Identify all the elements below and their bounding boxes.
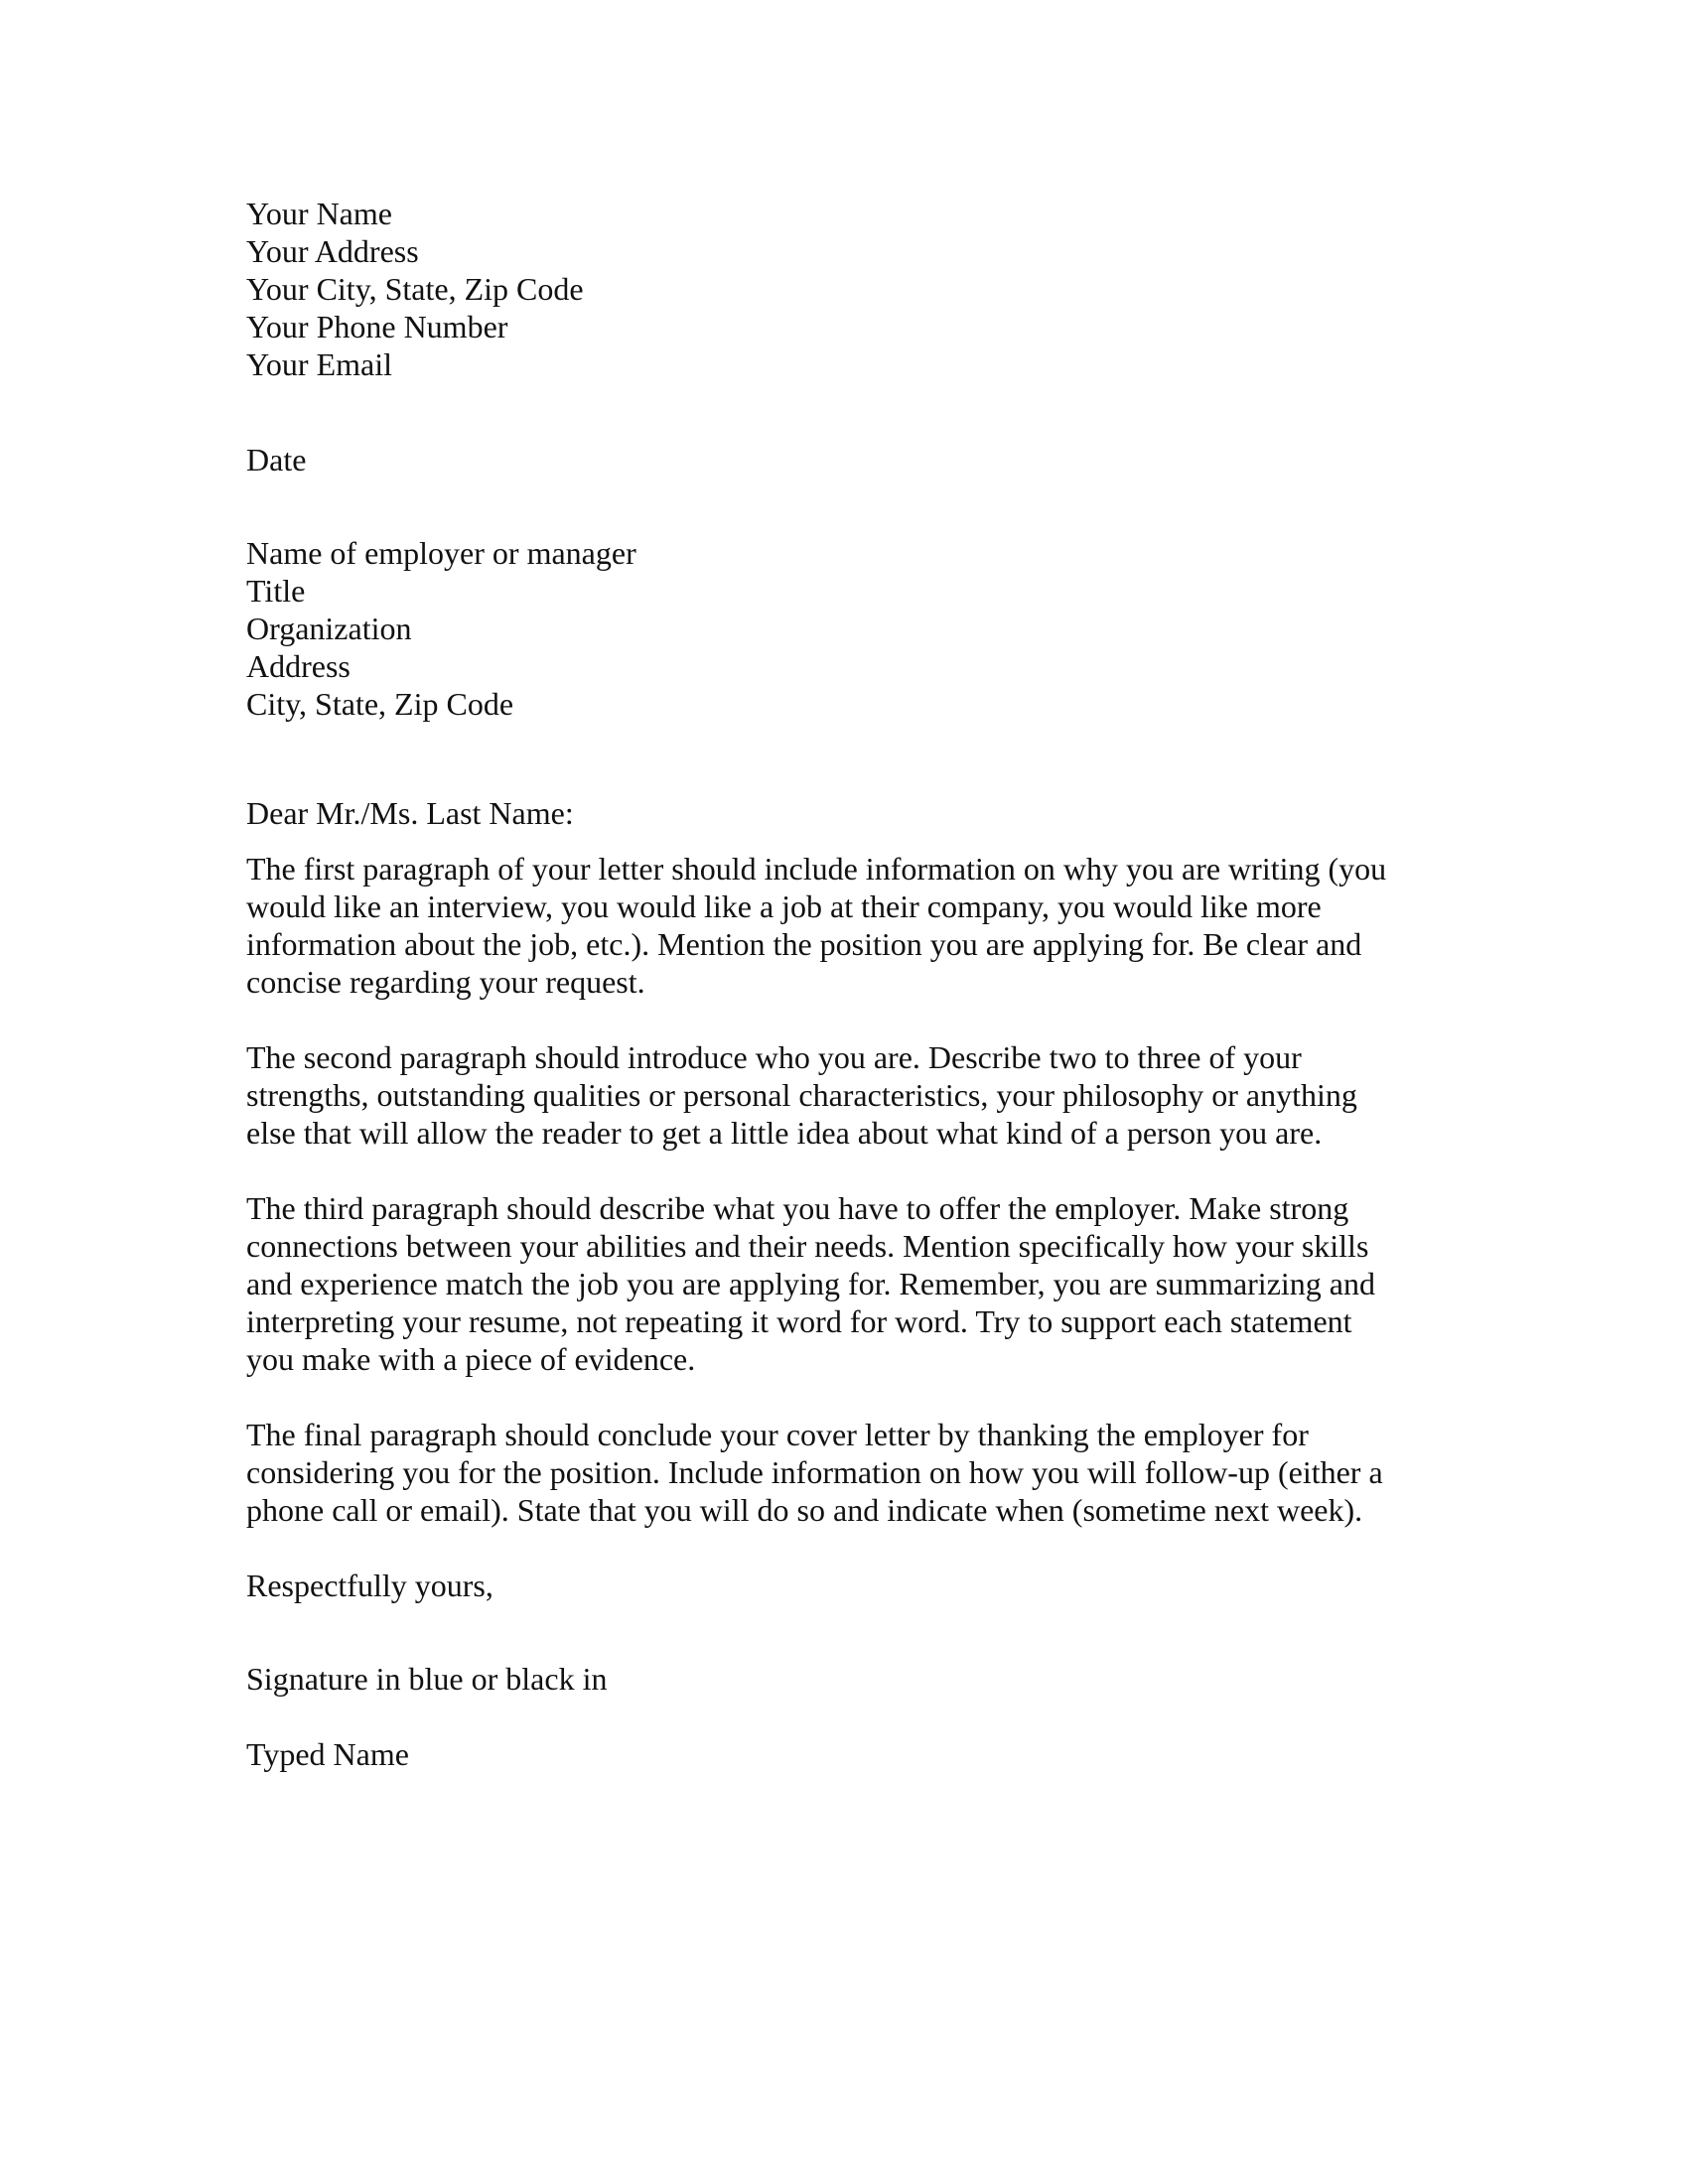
sender-city-state-zip: Your City, State, Zip Code [246,271,584,307]
paragraph-line: strengths, outstanding qualities or personal characteristics, your philosophy or anything [246,1077,1357,1113]
signature-line: Signature in blue or black in [246,1661,608,1697]
paragraph-line: information about the job, etc.). Mention the position you are applying for. Be clear and [246,926,1362,962]
paragraph-line: phone call or email). State that you will do so and indicate when (sometime next week). [246,1492,1363,1528]
sender-phone: Your Phone Number [246,309,508,344]
cover-letter [246,195,1458,1773]
signature-block [246,1660,1458,1698]
paragraph-line: The second paragraph should introduce who you are. Describe two to three of your [246,1039,1302,1075]
recipient-address: Address [246,648,351,684]
paragraph-line: you make with a piece of evidence. [246,1341,696,1377]
paragraph-line: considering you for the position. Include information on how you will follow-up (either a [246,1454,1383,1490]
closing-text: Respectfully yours, [246,1568,493,1603]
paragraph-line: else that will allow the reader to get a little idea about what kind of a person you are. [246,1115,1323,1151]
paragraph-line: The first paragraph of your letter should include information on why you are writing (you [246,851,1387,887]
paragraph-line: The final paragraph should conclude your cover letter by thanking the employer for [246,1417,1309,1452]
sender-name: Your Name [246,196,392,231]
recipient-title: Title [246,573,306,609]
letter-date: Date [246,442,307,478]
paragraph-third [246,1189,1458,1378]
paragraph-line: would like an interview, you would like a job at their company, you would like more [246,888,1322,924]
recipient-organization: Organization [246,611,412,646]
salutation [246,794,1458,832]
paragraph-line: and experience match the job you are applying for. Remember, you are summarizing and [246,1266,1375,1301]
paragraph-second [246,1038,1458,1152]
paragraph-final [246,1416,1458,1529]
closing-block [246,1567,1458,1604]
sender-email: Your Email [246,346,392,382]
typed-name: Typed Name [246,1736,409,1772]
recipient-name: Name of employer or manager [246,535,636,571]
paragraph-line: connections between your abilities and their needs. Mention specifically how your skills [246,1228,1369,1264]
recipient-block [246,534,1458,723]
paragraph-line: concise regarding your request. [246,964,645,1000]
salutation-text: Dear Mr./Ms. Last Name: [246,795,574,831]
sender-address: Your Address [246,233,419,269]
paragraph-first [246,850,1458,1001]
recipient-city-state-zip: City, State, Zip Code [246,686,514,722]
paragraph-line: The third paragraph should describe what you have to offer the employer. Make strong [246,1190,1349,1226]
sender-block [246,195,1458,383]
date-block [246,441,1458,478]
paragraph-line: interpreting your resume, not repeating it word for word. Try to support each statement [246,1303,1352,1339]
typed-name-block [246,1735,1458,1773]
